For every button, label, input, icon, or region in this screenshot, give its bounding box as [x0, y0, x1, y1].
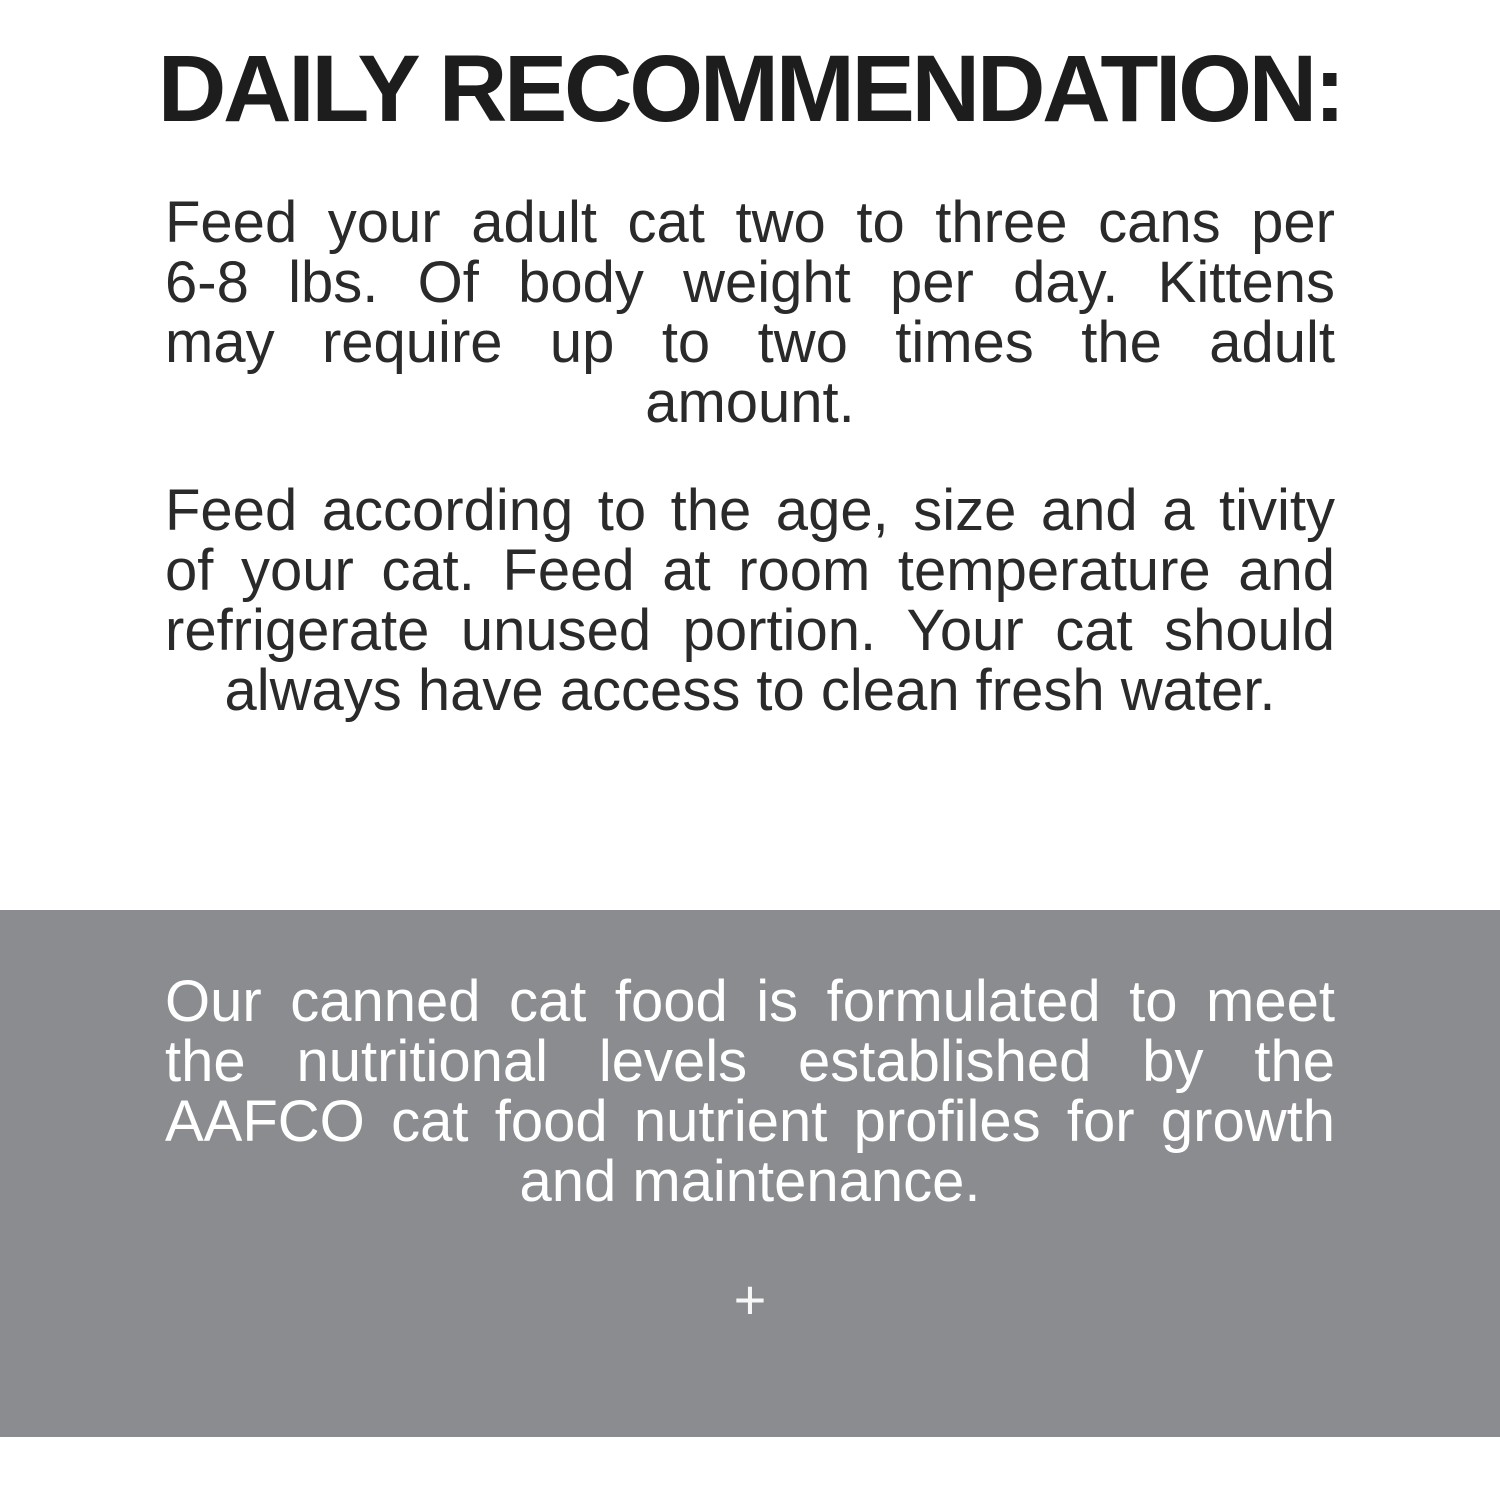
aafco-text-content [165, 969, 1335, 1214]
feeding-guidelines-paragraph [165, 478, 1335, 723]
paragraph-line: 6-8 lbs. Of body weight per day. Kittens [165, 250, 1335, 315]
plus-icon: + [733, 1268, 767, 1331]
paragraph-line: Feed your adult cat two to three cans per [165, 190, 1335, 255]
feeding-text-content [165, 190, 1335, 723]
paragraph-line: may require up to two times the adult [165, 310, 1335, 375]
paragraph-line: refrigerate unused portion. Your cat should [165, 598, 1335, 663]
paragraph-line: of your cat. Feed at room temperature and [165, 538, 1335, 603]
aafco-banner [0, 910, 1500, 1437]
paragraph-line: amount. [645, 370, 855, 435]
bottom-white-strip [0, 1437, 1500, 1500]
paragraph-line: the nutritional levels established by the [165, 1029, 1335, 1094]
page-title: DAILY RECOMMENDATION: [157, 36, 1343, 142]
aafco-statement-paragraph [165, 969, 1335, 1214]
paragraph-line: Our canned cat food is formulated to meet [165, 969, 1335, 1034]
paragraph-line: AAFCO cat food nutrient profiles for growth [165, 1089, 1335, 1154]
paragraph-line: Feed according to the age, size and a tivity [165, 478, 1335, 543]
feeding-amount-paragraph [165, 190, 1335, 435]
paragraph-line: and maintenance. [519, 1149, 981, 1214]
paragraph-line: always have access to clean fresh water. [224, 658, 1276, 723]
